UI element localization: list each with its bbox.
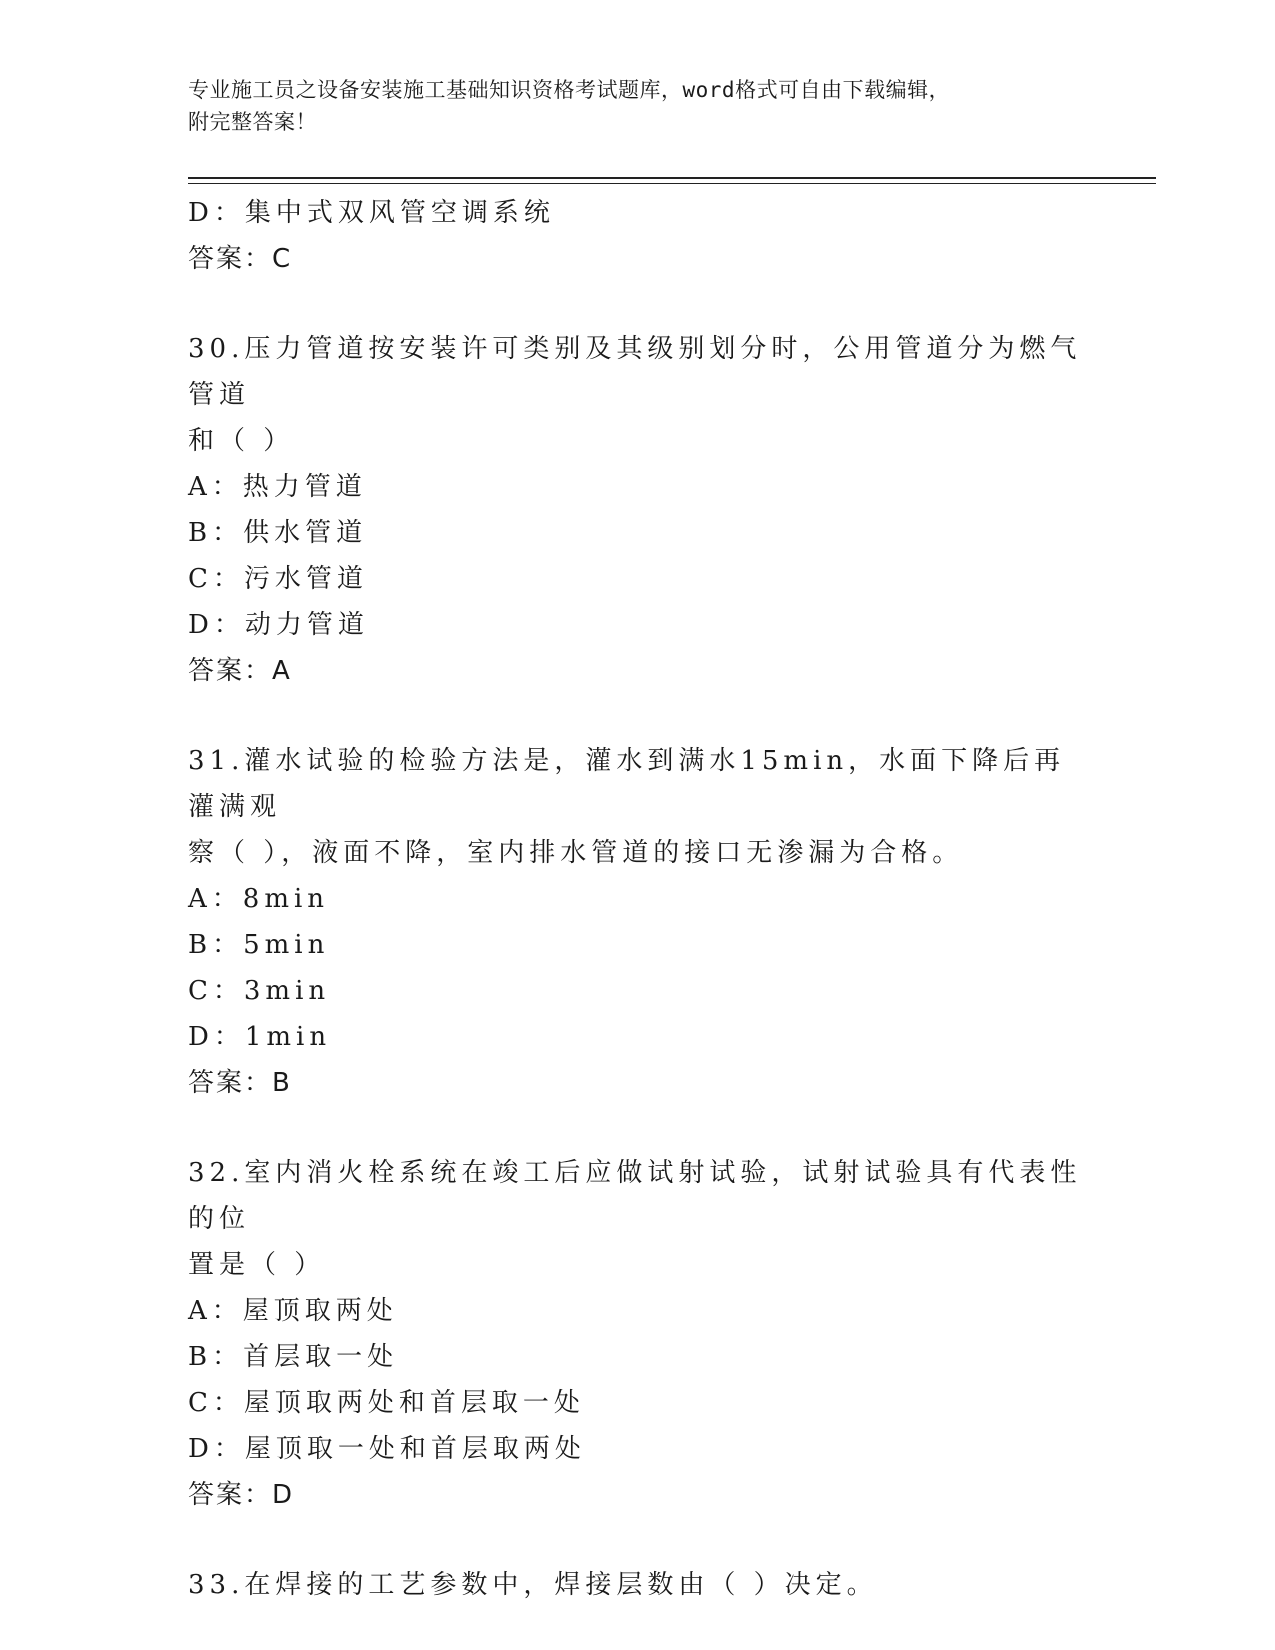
question-text-line-2: 察（ ），液面不降，室内排水管道的接口无渗漏为合格。 [188,838,964,868]
question-30 [188,326,1088,694]
option-d: D：集中式双风管空调系统 [188,198,555,228]
option-d: D：1min [188,1022,332,1052]
header-rule-thin [188,183,1156,184]
header-line-1: 专业施工员之设备安装施工基础知识资格考试题库，word格式可自由下载编辑， [188,78,951,102]
option-d: D：屋顶取一处和首层取两处 [188,1434,586,1464]
answer-label: 答案：B [188,1068,292,1098]
option-c: C：屋顶取两处和首层取一处 [188,1388,585,1418]
question-32 [188,1150,1088,1518]
option-d: D：动力管道 [188,610,369,640]
option-c: C：污水管道 [188,564,368,594]
question-text-line-2: 和（ ） [188,426,295,456]
answer-label: 答案：A [188,656,292,686]
document-body [188,190,1088,1608]
answer-label: 答案：C [188,244,293,274]
option-c: C：3min [188,976,331,1006]
option-b: B：5min [188,930,330,960]
answer-label: 答案：D [188,1480,295,1510]
question-text-line-2: 置是（ ） [188,1250,326,1280]
option-a: A：屋顶取两处 [188,1296,398,1326]
option-b: B：供水管道 [188,518,368,548]
document-header [188,74,1088,138]
option-b: B：首层取一处 [188,1342,399,1372]
question-29-tail [188,190,1088,282]
question-text-line-1: 30.压力管道按安装许可类别及其级别划分时，公用管道分为燃气管道 [188,334,1082,410]
question-text-line-1: 32.室内消火栓系统在竣工后应做试射试验，试射试验具有代表性的位 [188,1158,1082,1234]
header-rule-thick [188,177,1156,179]
question-text-line-1: 31.灌水试验的检验方法是，灌水到满水15min，水面下降后再灌满观 [188,746,1066,822]
question-33 [188,1562,1088,1608]
question-31 [188,738,1088,1106]
header-line-2: 附完整答案！ [188,110,317,134]
option-a: A：8min [188,884,330,914]
question-text-line-1: 33.在焊接的工艺参数中，焊接层数由（ ）决定。 [188,1570,878,1600]
option-a: A：热力管道 [188,472,367,502]
